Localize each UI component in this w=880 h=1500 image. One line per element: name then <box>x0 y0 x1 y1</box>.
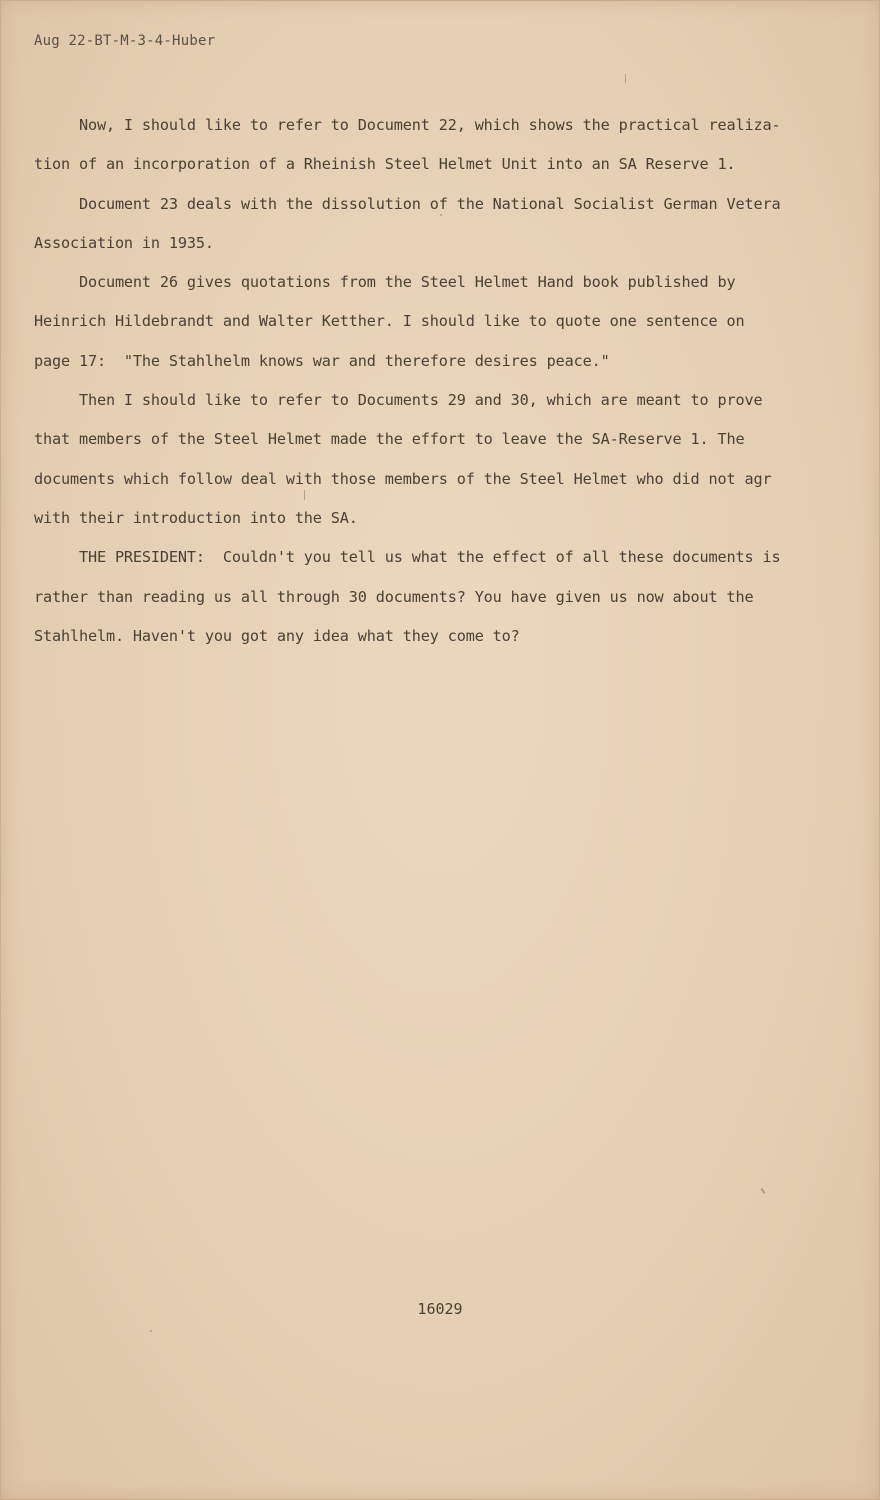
text-line: documents which follow deal with those members of the Steel Helmet who did not agr <box>34 469 772 488</box>
paper-speck <box>150 1330 152 1332</box>
paper-speck <box>625 74 626 83</box>
text-line: Association in 1935. <box>34 233 214 252</box>
text-line: Heinrich Hildebrandt and Walter Ketther. I should like to quote one sentence on <box>34 312 745 331</box>
text-line: tion of an incorporation of a Rheinish Steel Helmet Unit into an SA Reserve 1. <box>34 155 736 174</box>
text-line: Document 23 deals with the dissolution of the National Socialist German Vetera <box>34 194 781 213</box>
text-line: Then I should like to refer to Documents 29 and 30, which are meant to prove <box>34 391 763 410</box>
paper-speck <box>440 214 442 216</box>
document-header: Aug 22-BT-M-3-4-Huber <box>34 33 216 49</box>
text-line: THE PRESIDENT: Couldn't you tell us what the effect of all these documents is <box>34 548 781 567</box>
paper-speck <box>304 490 305 500</box>
text-line: Document 26 gives quotations from the Steel Helmet Hand book published by <box>34 273 736 292</box>
page-number: 16029 <box>417 1300 463 1318</box>
text-line: that members of the Steel Helmet made the effort to leave the SA-Reserve 1. The <box>34 430 745 449</box>
paper-speck <box>760 1188 765 1194</box>
text-line: with their introduction into the SA. <box>34 508 358 527</box>
text-line: rather than reading us all through 30 documents? You have given us now about the <box>34 587 754 606</box>
text-line: page 17: "The Stahlhelm knows war and therefore desires peace." <box>34 351 610 370</box>
document-body <box>34 106 834 656</box>
text-line: Stahlhelm. Haven't you got any idea what they come to? <box>34 626 520 645</box>
text-line: Now, I should like to refer to Document 22, which shows the practical realiza- <box>34 116 781 134</box>
